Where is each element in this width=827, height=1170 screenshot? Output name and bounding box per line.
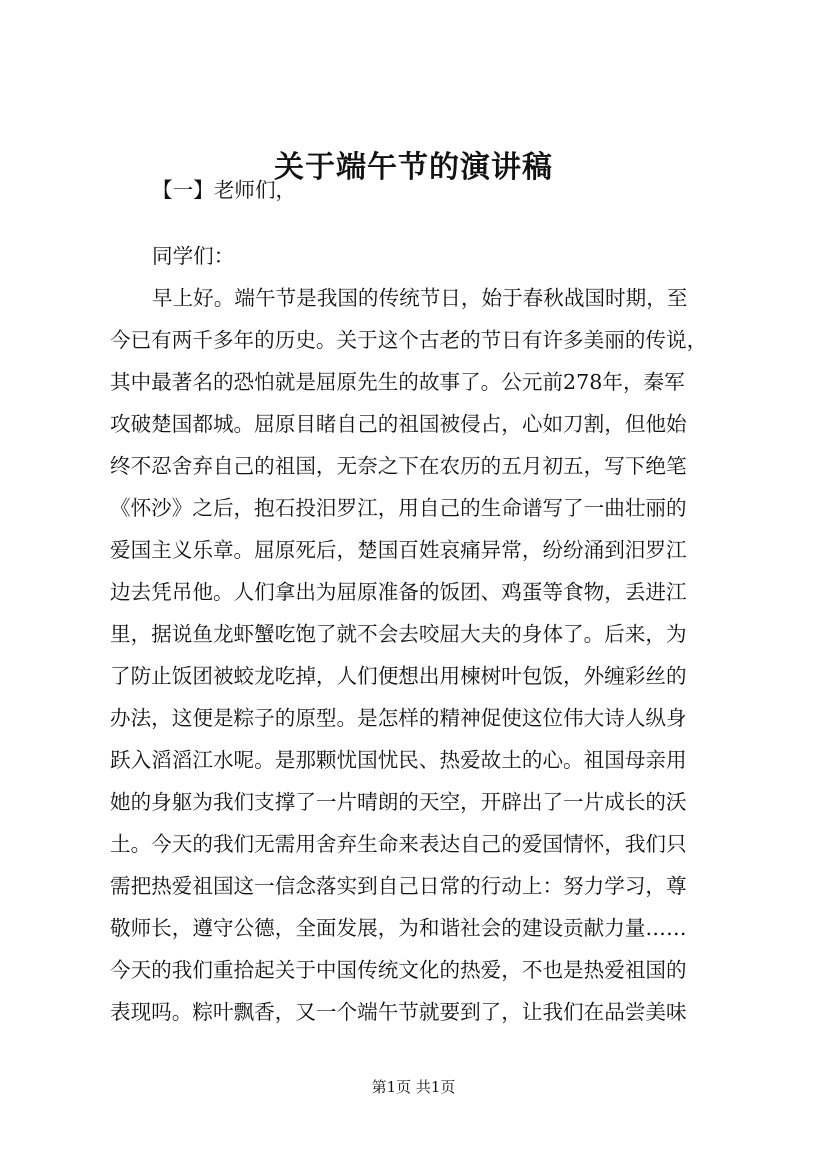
paragraph-line: 表现吗。粽叶飘香，又一个端午节就要到了，让我们在品尝美味 xyxy=(110,1000,687,1024)
paragraph-line: 敬师长，遵守公德，全面发展，为和谐社会的建设贡献力量…… xyxy=(110,916,687,940)
paragraph-line: 今已有两千多年的历史。关于这个古老的节日有许多美丽的传说， xyxy=(110,328,708,352)
paragraph-line: 她的身躯为我们支撑了一片晴朗的天空，开辟出了一片成长的沃 xyxy=(110,790,687,814)
paragraph-line: 【一】老师们， xyxy=(152,178,297,202)
paragraph-line: 边去凭吊他。人们拿出为屈原准备的饭团、鸡蛋等食物，丢进江 xyxy=(110,580,687,604)
paragraph-line: 同学们： xyxy=(152,244,235,268)
paragraph-line: 需把热爱祖国这一信念落实到自己日常的行动上：努力学习，尊 xyxy=(110,874,687,898)
document-title: 关于端午节的演讲稿 xyxy=(274,150,553,185)
paragraph-line: 土。今天的我们无需用舍弃生命来表达自己的爱国情怀，我们只 xyxy=(110,832,687,856)
paragraph-line: 早上好。端午节是我国的传统节日，始于春秋战国时期，至 xyxy=(152,286,688,310)
paragraph-line: 了防止饭团被蛟龙吃掉，人们便想出用楝树叶包饭，外缠彩丝的 xyxy=(110,664,687,688)
paragraph-line: 跃入滔滔江水呢。是那颗忧国忧民、热爱故土的心。祖国母亲用 xyxy=(110,748,687,772)
page-number-footer: 第1页 共1页 xyxy=(371,1078,456,1096)
paragraph-line: 爱国主义乐章。屈原死后，楚国百姓哀痛异常，纷纷涌到汨罗江 xyxy=(110,538,687,562)
paragraph-line: 终不忍舍弃自己的祖国，无奈之下在农历的五月初五，写下绝笔 xyxy=(110,454,687,478)
paragraph-line: 攻破楚国都城。屈原目睹自己的祖国被侵占，心如刀割，但他始 xyxy=(110,412,687,436)
paragraph-line: 《怀沙》之后，抱石投汨罗江，用自己的生命谱写了一曲壮丽的 xyxy=(110,496,687,520)
paragraph-line: 办法，这便是粽子的原型。是怎样的精神促使这位伟大诗人纵身 xyxy=(110,706,687,730)
paragraph-line: 其中最著名的恐怕就是屈原先生的故事了。公元前278年，秦军 xyxy=(110,370,685,394)
paragraph-line: 里，据说鱼龙虾蟹吃饱了就不会去咬屈大夫的身体了。后来，为 xyxy=(110,622,687,646)
paragraph-line: 今天的我们重拾起关于中国传统文化的热爱，不也是热爱祖国的 xyxy=(110,958,687,982)
